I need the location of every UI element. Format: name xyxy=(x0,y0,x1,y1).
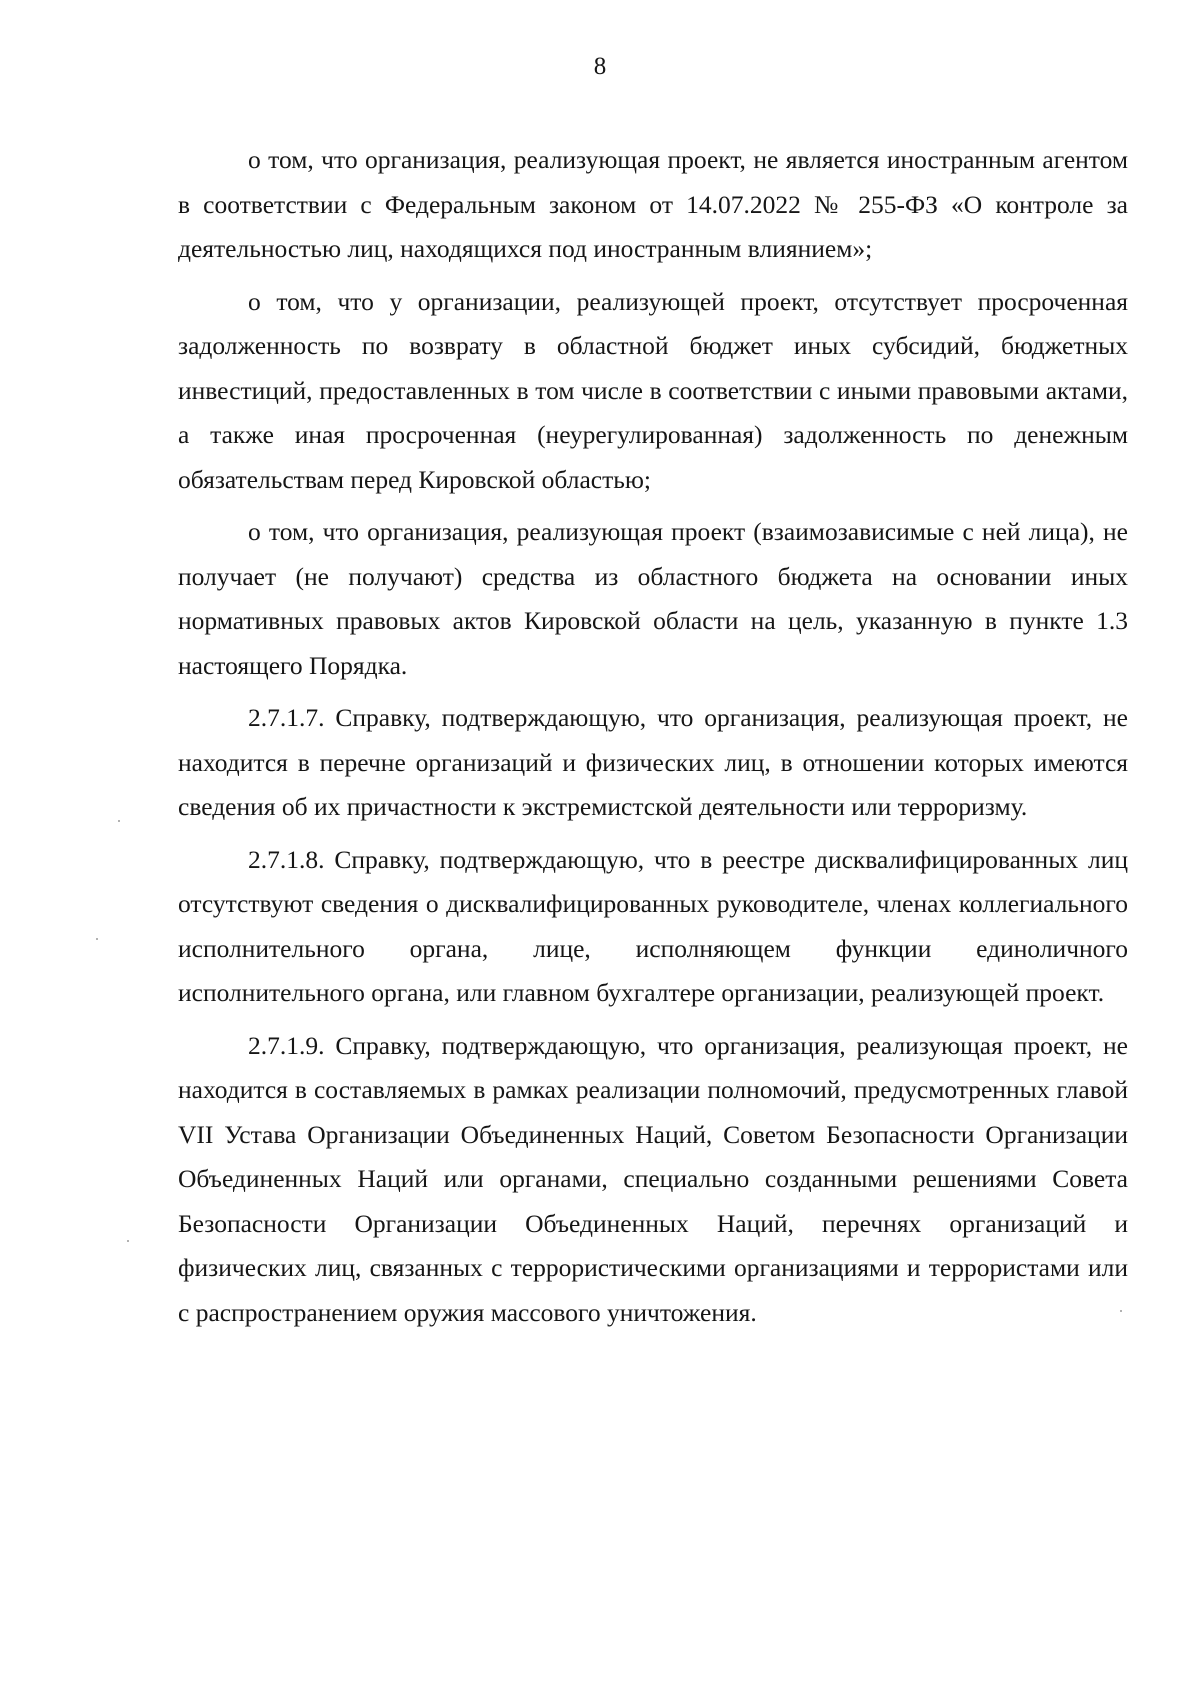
scan-speck xyxy=(1120,1310,1122,1312)
scan-speck xyxy=(127,1240,129,1242)
paragraph-2-7-1-8: 2.7.1.8. Справку, подтверждающую, что в реестре дисквалифицированных лиц отсутствуют сведения о дисквалифицированных руководителе, членах коллегиального исполнительного органа, лице, исполняющем функции единоличного исполнительного органа, или главном бухгалтере организации, реализующей проект. xyxy=(178,844,1128,1007)
paragraph-overdue-debt-statement: о том, что у организации, реализующей проект, отсутствует просроченная задолженность по возврату в областной бюджет иных субсидий, бюджетных инвестиций, предоставленных в том числе в соответствии с иными правовыми актами, а также иная просроченная (неурегулированная) задолженность по денежным обязательствам перед Кировской областью; xyxy=(178,286,1128,494)
document-body xyxy=(178,138,1128,1343)
page-number: 8 xyxy=(593,53,607,80)
scan-speck xyxy=(118,820,120,822)
paragraph-2-7-1-7: 2.7.1.7. Справку, подтверждающую, что организация, реализующая проект, не находится в перечне организаций и физических лиц, в отношении которых имеются сведения об их причастности к экстремистской деятельности или терроризму. xyxy=(178,703,1128,821)
paragraph-2-7-1-9: 2.7.1.9. Справку, подтверждающую, что организация, реализующая проект, не находится в составляемых в рамках реализации полномочий, предусмотренных главой VII Устава Организации Объединенных Наций, Советом Безопасности Организации Объединенных Наций или органами, специально созданными решениями Совета Безопасности Организации Объединенных Наций, перечнях организаций и физических лиц, связанных с террористическими организациями и террористами или с распространением оружия массового уничтожения. xyxy=(178,1030,1128,1327)
scan-speck xyxy=(96,938,98,940)
paragraph-budget-funds-statement: о том, что организация, реализующая проект (взаимозависимые с ней лица), не получает (не получают) средства из областного бюджета на основании иных нормативных правовых актов Кировской области на цель, указанную в пункте 1.3 настоящего Порядка. xyxy=(178,517,1128,680)
paragraph-foreign-agent-statement: о том, что организация, реализующая проект, не является иностранным агентом в соответствии с Федеральным законом от 14.07.2022 № 255-ФЗ «О контроле за деятельностью лиц, находящихся под иностранным влиянием»; xyxy=(178,145,1128,263)
